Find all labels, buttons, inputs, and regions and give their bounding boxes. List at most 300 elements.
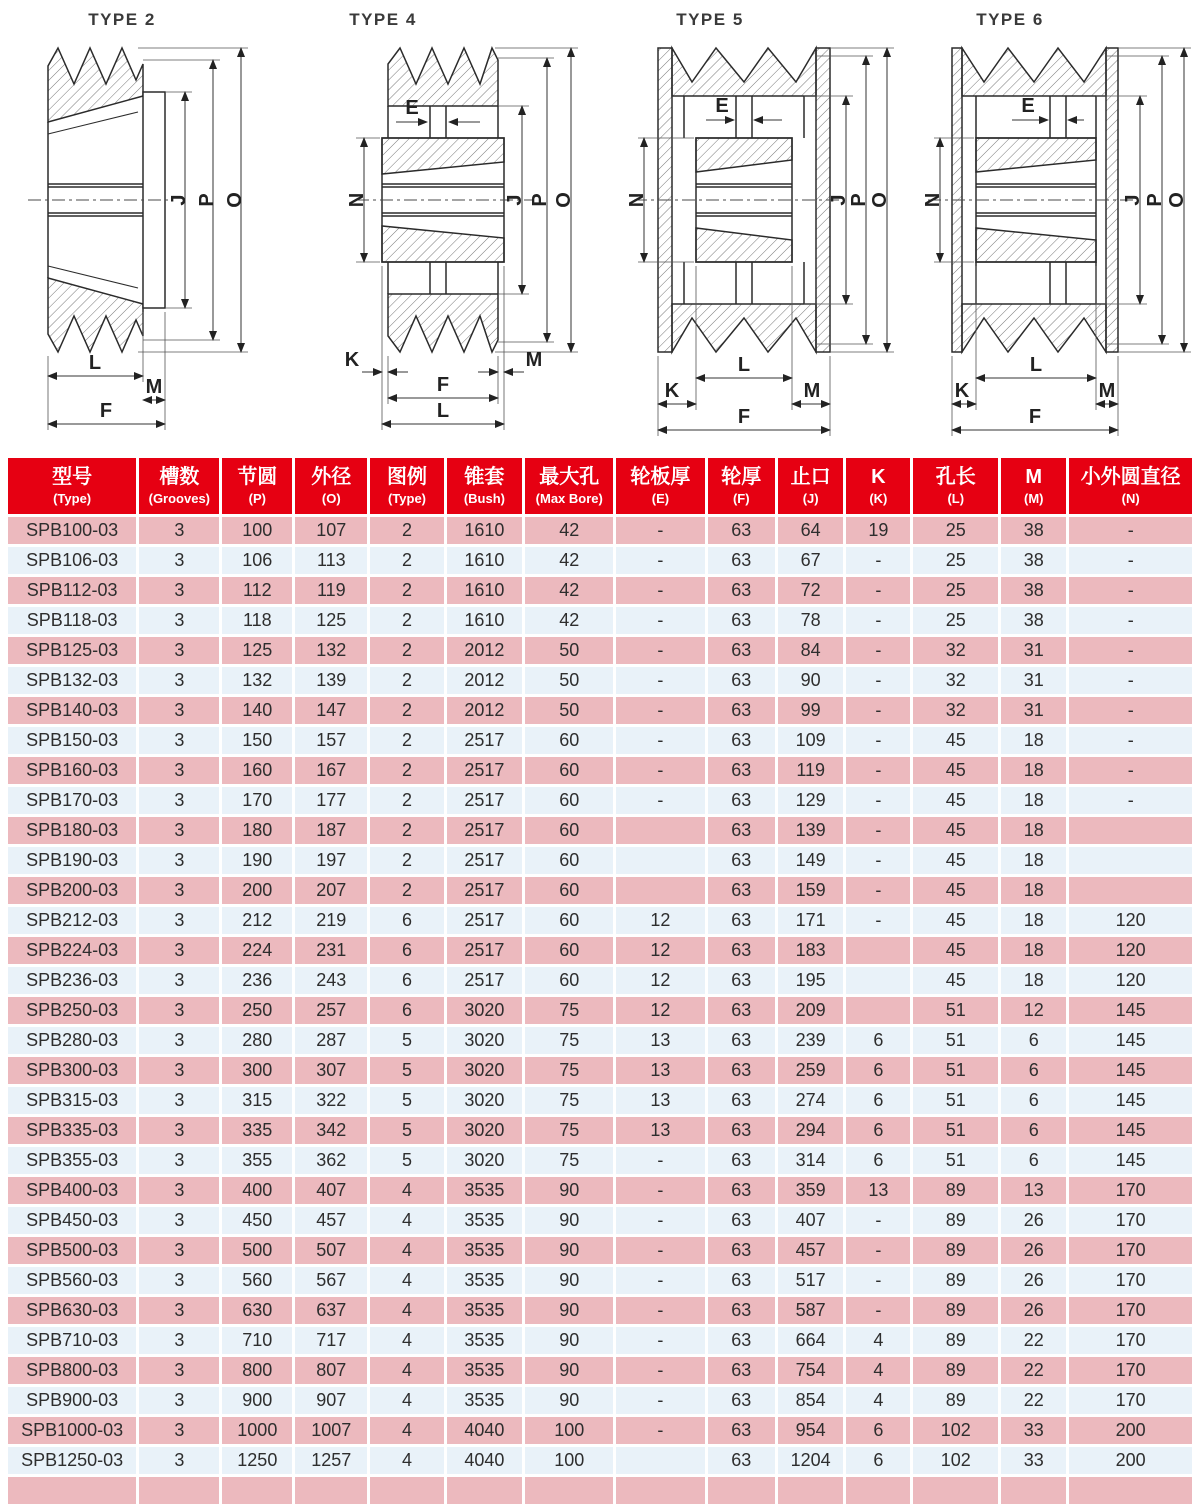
cell: 4 [370,1327,443,1354]
cell: 6 [846,1117,910,1144]
cell: 664 [778,1327,843,1354]
dim-label-k: K [954,380,970,402]
cell: 3 [139,637,219,664]
cell [616,877,704,904]
cell: - [616,787,704,814]
dim-label-f: F [1028,406,1042,428]
cell: 3535 [447,1207,523,1234]
cell: 170 [1069,1327,1192,1354]
cell: 342 [295,1117,367,1144]
cell: 2517 [447,787,523,814]
cell: 63 [708,1387,776,1414]
cell: 33 [1001,1447,1066,1474]
cell: 3 [139,1207,219,1234]
cell: 3 [139,607,219,634]
cell: 3 [139,727,219,754]
table-row [8,637,1192,664]
cell: 63 [708,547,776,574]
cell: - [1069,787,1192,814]
table-row [8,1177,1192,1204]
dim-label-p: P [1144,193,1166,207]
cell: 4 [370,1387,443,1414]
dim-label-e: E [715,95,729,117]
cell: 60 [525,757,613,784]
cell: - [1069,577,1192,604]
cell: 3535 [447,1327,523,1354]
cell: 18 [1001,757,1066,784]
cell: SPB280-03 [8,1027,136,1054]
cell: - [846,877,910,904]
cell: SPB132-03 [8,667,136,694]
cell: 89 [913,1237,998,1264]
dim-label-e: E [405,97,419,119]
cell: 89 [913,1387,998,1414]
cell: 18 [1001,907,1066,934]
cell: 22 [1001,1357,1066,1384]
cell: 140 [222,697,292,724]
cell: 19 [846,517,910,544]
cell: - [616,727,704,754]
cell: 507 [295,1237,367,1264]
cell: 587 [778,1297,843,1324]
cell: 78 [778,607,843,634]
cell: 3 [139,1237,219,1264]
table-row [8,1147,1192,1174]
cell: 517 [778,1267,843,1294]
cell: 145 [1069,997,1192,1024]
column-header-13: M (M) [1001,458,1066,514]
cell: - [1069,517,1192,544]
dim-label-p: P [529,193,551,207]
cell: 630 [222,1297,292,1324]
cell: 63 [708,1147,776,1174]
cell: 236 [222,967,292,994]
cell: 314 [778,1147,843,1174]
table-row [8,1357,1192,1384]
cell: 25 [913,607,998,634]
cell [1069,1477,1192,1504]
cell: 63 [708,1447,776,1474]
cell: 3 [139,1447,219,1474]
cell: 45 [913,937,998,964]
cell: 26 [1001,1237,1066,1264]
cell: 362 [295,1147,367,1174]
cell: - [846,847,910,874]
cell: 45 [913,967,998,994]
cell: 63 [708,1207,776,1234]
cell: 90 [525,1237,613,1264]
cell: 259 [778,1057,843,1084]
type4-drawing [300,0,600,455]
table-row [8,1237,1192,1264]
table-row [8,1327,1192,1354]
cell: 60 [525,907,613,934]
cell: 200 [222,877,292,904]
cell: 12 [616,937,704,964]
cell: 2517 [447,967,523,994]
cell: - [1069,697,1192,724]
cell: 119 [295,577,367,604]
cell: 3 [139,847,219,874]
cell: 3 [139,1057,219,1084]
cell: 3 [139,1147,219,1174]
cell: - [616,1297,704,1324]
cell: 3 [139,877,219,904]
table-body [8,517,1192,1504]
cell: SPB200-03 [8,877,136,904]
cell: - [846,1237,910,1264]
cell: - [616,607,704,634]
cell: 32 [913,697,998,724]
cell: 60 [525,967,613,994]
cell: 63 [708,997,776,1024]
cell: 90 [525,1327,613,1354]
cell: 407 [778,1207,843,1234]
cell: 4 [370,1207,443,1234]
cell: 2012 [447,667,523,694]
cell: 257 [295,997,367,1024]
cell: 3 [139,967,219,994]
cell: 800 [222,1357,292,1384]
table-row [8,937,1192,964]
cell: 3020 [447,1057,523,1084]
cell: - [616,1267,704,1294]
cell: 1610 [447,577,523,604]
cell: SPB1250-03 [8,1447,136,1474]
column-header-6: 锥套 (Bush) [447,458,523,514]
cell: 89 [913,1177,998,1204]
cell: - [616,1147,704,1174]
cell: 3 [139,1387,219,1414]
cell: 31 [1001,697,1066,724]
cell: 807 [295,1357,367,1384]
cell: SPB630-03 [8,1297,136,1324]
dim-label-o: O [1166,192,1188,208]
cell: 2517 [447,817,523,844]
cell: 1204 [778,1447,843,1474]
cell: 400 [222,1177,292,1204]
cell: - [846,667,910,694]
cell: - [1069,607,1192,634]
table-row [8,877,1192,904]
dim-label-m: M [803,380,821,402]
cell: 1250 [222,1447,292,1474]
cell: 12 [616,997,704,1024]
cell: - [1069,667,1192,694]
cell: SPB800-03 [8,1357,136,1384]
cell: 239 [778,1027,843,1054]
cell: 2517 [447,847,523,874]
cell: 187 [295,817,367,844]
cell: 25 [913,577,998,604]
cell: 89 [913,1267,998,1294]
cell: - [846,697,910,724]
cell: SPB118-03 [8,607,136,634]
cell: 4 [370,1267,443,1294]
cell: SPB150-03 [8,727,136,754]
cell: 183 [778,937,843,964]
cell: SPB180-03 [8,817,136,844]
diagram-type2 [0,0,300,455]
cell: 3020 [447,1147,523,1174]
cell: 710 [222,1327,292,1354]
cell: 190 [222,847,292,874]
cell: 51 [913,1117,998,1144]
dim-label-o: O [224,192,246,208]
cell [8,1477,136,1504]
cell: SPB224-03 [8,937,136,964]
type2-drawing [0,0,300,455]
cell: 3020 [447,997,523,1024]
cell: 75 [525,997,613,1024]
table-row [8,1267,1192,1294]
table-row [8,697,1192,724]
cell [913,1477,998,1504]
cell: 250 [222,997,292,1024]
dim-label-j: J [828,194,850,206]
dim-label-p: P [196,193,218,207]
cell: SPB500-03 [8,1237,136,1264]
cell: 231 [295,937,367,964]
cell: 3 [139,547,219,574]
cell: 4040 [447,1417,523,1444]
cell: 42 [525,517,613,544]
cell: 4 [846,1387,910,1414]
type6-drawing [900,0,1200,455]
dim-label-l: L [1029,354,1043,376]
cell: 106 [222,547,292,574]
cell: 2 [370,547,443,574]
cell: 4 [370,1417,443,1444]
cell: 63 [708,517,776,544]
cell: 3 [139,787,219,814]
cell: 4 [846,1357,910,1384]
cell: SPB190-03 [8,847,136,874]
cell: 457 [778,1237,843,1264]
cell: 118 [222,607,292,634]
cell: 3 [139,817,219,844]
cell: 2 [370,607,443,634]
cell: 100 [525,1417,613,1444]
cell: 1257 [295,1447,367,1474]
cell: 1610 [447,547,523,574]
cell: 6 [1001,1147,1066,1174]
cell: 60 [525,937,613,964]
cell: 12 [1001,997,1066,1024]
cell: 51 [913,1087,998,1114]
cell: 170 [1069,1177,1192,1204]
cell: 4 [370,1177,443,1204]
dim-label-n: N [922,192,944,208]
cell: 75 [525,1117,613,1144]
cell: 112 [222,577,292,604]
cell: 170 [1069,1207,1192,1234]
cell: - [846,1207,910,1234]
dim-label-j: J [504,194,526,206]
cell: 50 [525,697,613,724]
cell: 3 [139,997,219,1024]
cell: 954 [778,1417,843,1444]
cell: 60 [525,727,613,754]
cell: 2517 [447,907,523,934]
header-row [8,458,1192,514]
cell: SPB560-03 [8,1267,136,1294]
cell: 280 [222,1027,292,1054]
cell: 63 [708,607,776,634]
cell: 900 [222,1387,292,1414]
cell: 1007 [295,1417,367,1444]
cell: 3535 [447,1267,523,1294]
cell: 64 [778,517,843,544]
cell: 5 [370,1087,443,1114]
cell: - [616,577,704,604]
cell: 5 [370,1117,443,1144]
dim-label-o: O [869,192,891,208]
table-row [8,1027,1192,1054]
cell: 18 [1001,967,1066,994]
cell: 6 [846,1447,910,1474]
cell: 125 [295,607,367,634]
cell: 3 [139,907,219,934]
cell: 457 [295,1207,367,1234]
cell: 567 [295,1267,367,1294]
cell: 200 [1069,1417,1192,1444]
cell: 18 [1001,817,1066,844]
cell: 224 [222,937,292,964]
cell: 854 [778,1387,843,1414]
dim-label-l: L [88,352,102,374]
cell: 75 [525,1027,613,1054]
cell: 637 [295,1297,367,1324]
cell: 145 [1069,1147,1192,1174]
diagram-title: TYPE 4 [349,10,417,29]
table-row [8,757,1192,784]
table-row [8,727,1192,754]
cell: 13 [616,1057,704,1084]
cell: 67 [778,547,843,574]
cell: 90 [778,667,843,694]
cell: 63 [708,1237,776,1264]
cell: 160 [222,757,292,784]
cell: - [616,757,704,784]
cell: SPB250-03 [8,997,136,1024]
cell: 63 [708,1177,776,1204]
dim-label-j: J [1122,194,1144,206]
cell: 450 [222,1207,292,1234]
cell: 32 [913,637,998,664]
column-header-7: 最大孔 (Max Bore) [525,458,613,514]
column-header-8: 轮板厚 (E) [616,458,704,514]
dim-label-k: K [344,349,360,371]
column-header-5: 图例 (Type) [370,458,443,514]
cell: 119 [778,757,843,784]
cell: - [846,577,910,604]
cell: 754 [778,1357,843,1384]
diagram-title: TYPE 2 [88,10,156,29]
table-row [8,1207,1192,1234]
cell: 5 [370,1027,443,1054]
table-row-clipped [8,1477,1192,1504]
column-header-2: 槽数 (Grooves) [139,458,219,514]
cell: 26 [1001,1207,1066,1234]
cell: 31 [1001,667,1066,694]
cell: 6 [846,1057,910,1084]
cell [222,1477,292,1504]
cell: 150 [222,727,292,754]
column-header-10: 止口 (J) [778,458,843,514]
cell: 45 [913,847,998,874]
cell: 60 [525,817,613,844]
cell: SPB710-03 [8,1327,136,1354]
cell: 63 [708,1087,776,1114]
cell: 170 [1069,1267,1192,1294]
cell: 132 [295,637,367,664]
cell: 90 [525,1387,613,1414]
cell: 63 [708,1057,776,1084]
cell: 243 [295,967,367,994]
diagram-title: TYPE 5 [676,10,744,29]
cell: SPB106-03 [8,547,136,574]
dim-label-f: F [737,406,751,428]
cell: 2 [370,697,443,724]
cell [846,1477,910,1504]
cell: 50 [525,637,613,664]
table-row [8,547,1192,574]
cell: 219 [295,907,367,934]
column-header-3: 节圆 (P) [222,458,292,514]
cell [295,1477,367,1504]
cell: 50 [525,667,613,694]
cell: 63 [708,877,776,904]
cell: 3 [139,1267,219,1294]
cell: 100 [222,517,292,544]
cell: 113 [295,547,367,574]
cell: 2517 [447,727,523,754]
column-header-11: K (K) [846,458,910,514]
cell [846,967,910,994]
table-row [8,517,1192,544]
cell: 89 [913,1327,998,1354]
cell: - [846,1267,910,1294]
cell: - [1069,727,1192,754]
cell: 75 [525,1057,613,1084]
cell: - [616,667,704,694]
cell: 102 [913,1417,998,1444]
cell: 90 [525,1207,613,1234]
cell: 3 [139,1087,219,1114]
cell [447,1477,523,1504]
cell: 89 [913,1207,998,1234]
cell: 560 [222,1267,292,1294]
cell: 6 [1001,1057,1066,1084]
cell: 90 [525,1267,613,1294]
cell: 500 [222,1237,292,1264]
cell [846,997,910,1024]
table-row [8,1297,1192,1324]
cell: 75 [525,1087,613,1114]
table-row [8,1117,1192,1144]
cell: 63 [708,667,776,694]
cell: 6 [370,907,443,934]
cell: 355 [222,1147,292,1174]
cell: 107 [295,517,367,544]
cell: 63 [708,1417,776,1444]
cell: 3535 [447,1387,523,1414]
cell: 22 [1001,1387,1066,1414]
cell: 307 [295,1057,367,1084]
cell: 212 [222,907,292,934]
cell: 89 [913,1357,998,1384]
